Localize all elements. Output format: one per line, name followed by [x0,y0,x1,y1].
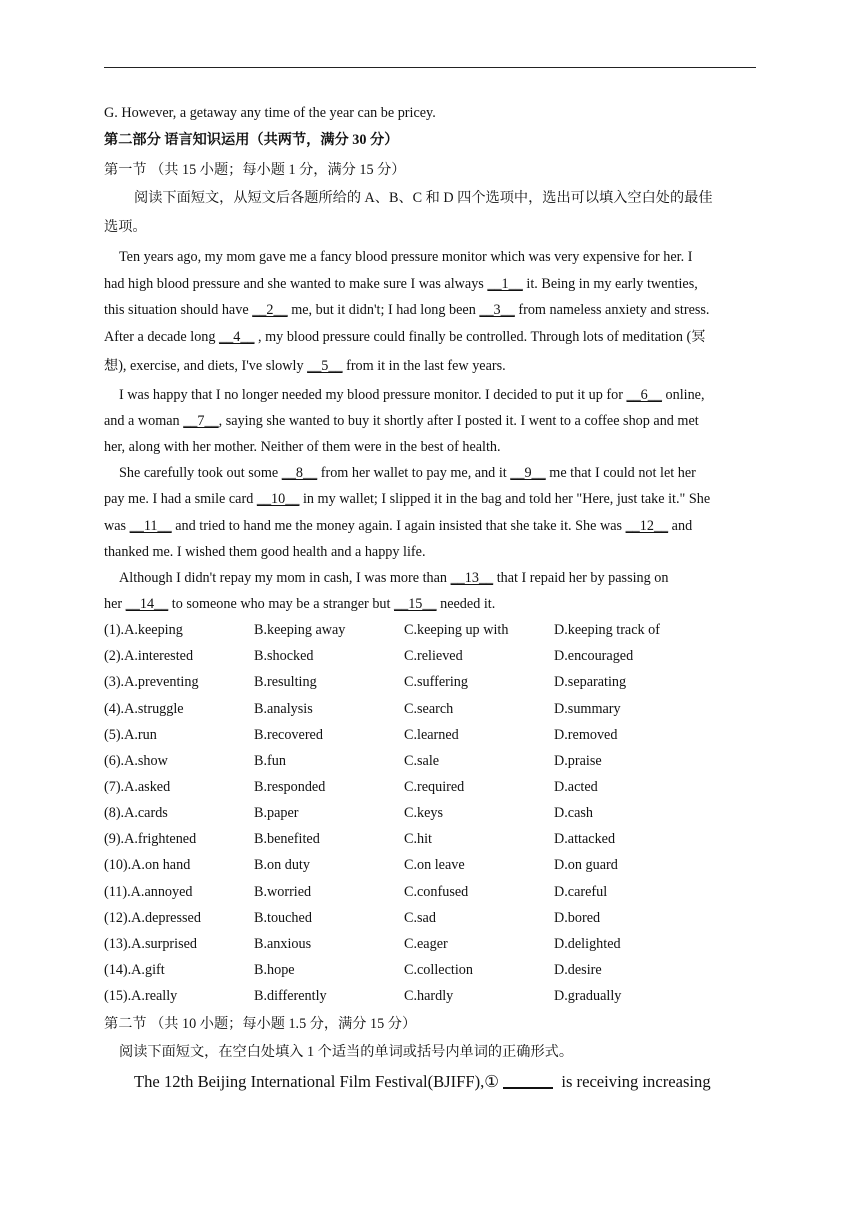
option-7-B: B.responded [254,778,326,795]
option-12-B: B.touched [254,909,312,926]
option-11-D: D.careful [554,883,608,900]
option-9-C: C.hit [404,831,432,848]
blank-15: __15__ [394,596,437,612]
option-4-B: B.analysis [254,700,313,717]
option-5-A: (5).A.run [104,726,157,743]
option-15-B: B.differently [254,988,327,1005]
blank-marker: ① [484,1072,500,1091]
top-option-text: G. However, a getaway any time of the year can be pricey. [104,105,436,121]
option-3-C: C.suffering [404,674,468,691]
passage-line: this situation should have __2__ me, but it didn't; I had long been __3__ from nameless anxiety and stress. [104,302,710,318]
option-8-B: B.paper [254,805,299,821]
section-one-instruction-cont: 选项。 [104,219,147,235]
option-14-A: (14).A.gift [104,962,165,978]
passage-line: had high blood pressure and she wanted to make sure I was always __1__ it. Being in my early twenties, [104,276,698,292]
section-two-passage-line: The 12th Beijing International Film Festival(BJIFF),① is receiving increasing [134,1072,711,1091]
option-2-D: D.encouraged [554,648,634,665]
option-11-A: (11).A.annoyed [104,883,193,900]
option-1-C: C.keeping up with [404,622,509,638]
option-5-B: B.recovered [254,726,323,743]
option-15-A: (15).A.really [104,988,178,1005]
blank-6: __6__ [626,387,662,403]
option-10-D: D.on guard [554,857,618,874]
passage-line: After a decade long __4__ , my blood pressure could finally be controlled. Through lots of meditation (冥 [104,329,706,345]
option-8-A: (8).A.cards [104,805,168,821]
option-10-C: C.on leave [404,857,465,874]
blank-10: __10__ [256,491,300,507]
option-12-D: D.bored [554,909,601,926]
blank-2: __2__ [252,302,288,318]
option-14-C: C.collection [404,962,473,978]
blank-7: __7__ [183,413,219,429]
option-7-C: C.required [404,778,465,795]
blank-11: __11__ [129,518,172,534]
answer-blank-1[interactable] [503,1073,553,1089]
passage-line: She carefully took out some __8__ from her wallet to pay me, and it __9__ me that I could not let her [119,465,696,481]
option-6-B: B.fun [254,752,286,769]
option-7-A: (7).A.asked [104,778,171,795]
passage-line: her, along with her mother. Neither of them were in the best of health. [104,439,501,455]
option-2-C: C.relieved [404,648,463,665]
blank-3: __3__ [479,302,515,318]
option-3-D: D.separating [554,674,627,691]
option-4-D: D.summary [554,700,621,717]
section-two-title: 第二节 （共 10 小题；每小题 1.5 分，满分 15 分） [104,1016,417,1032]
option-13-A: (13).A.surprised [104,935,197,952]
blank-5: __5__ [307,358,343,374]
section-one-title: 第一节 （共 15 小题；每小题 1 分，满分 15 分） [104,162,406,178]
option-9-A: (9).A.frightened [104,831,197,848]
option-14-D: D.desire [554,962,602,978]
option-12-C: C.sad [404,909,436,926]
option-11-C: C.confused [404,883,469,900]
option-2-A: (2).A.interested [104,648,194,665]
option-12-A: (12).A.depressed [104,909,201,926]
passage-line: I was happy that I no longer needed my blood pressure monitor. I decided to put it up for __6__ online, [119,387,705,403]
header-rule [104,67,756,68]
passage-line: Although I didn't repay my mom in cash, I was more than __13__ that I repaid her by passing on [119,570,669,586]
passage-line: and a woman __7__, saying she wanted to buy it shortly after I posted it. I went to a coffee shop and met [104,413,699,429]
option-11-B: B.worried [254,883,312,900]
option-8-D: D.cash [554,805,594,821]
passage-line: was __11__ and tried to hand me the money again. I again insisted that she take it. She was __12__ and [104,518,693,534]
option-1-B: B.keeping away [254,622,346,638]
blank-14: __14__ [125,596,169,612]
option-8-C: C.keys [404,805,444,821]
blank-13: __13__ [450,570,494,586]
blank-8: __8__ [281,465,318,481]
passage-line: thanked me. I wished them good health and a happy life. [104,544,426,560]
blank-1: __1__ [487,276,523,292]
option-3-B: B.resulting [254,674,317,691]
option-1-A: (1).A.keeping [104,622,183,638]
blank-9: __9__ [510,465,546,481]
part-two-title: 第二部分 语言知识运用（共两节，满分 30 分） [104,132,399,148]
option-4-C: C.search [404,700,454,717]
option-6-A: (6).A.show [104,752,168,769]
option-10-A: (10).A.on hand [104,857,191,874]
section-one-instruction: 阅读下面短文，从短文后各题所给的 A、B、C 和 D 四个选项中，选出可以填入空白处的最佳 [134,190,713,206]
section-two-instruction: 阅读下面短文，在空白处填入 1 个适当的单词或括号内单词的正确形式。 [119,1044,574,1060]
option-2-B: B.shocked [254,648,314,665]
blank-12: __12__ [625,518,669,534]
option-13-C: C.eager [404,935,448,952]
passage-line: her __14__ to someone who may be a stranger but __15__ needed it. [104,596,496,612]
option-5-C: C.learned [404,726,459,743]
option-10-B: B.on duty [254,857,310,874]
blank-4: __4__ [219,329,255,345]
option-4-A: (4).A.struggle [104,700,184,717]
option-13-D: D.delighted [554,935,621,952]
option-9-D: D.attacked [554,831,616,848]
option-1-D: D.keeping track of [554,622,660,638]
option-15-C: C.hardly [404,988,454,1005]
option-5-D: D.removed [554,726,618,743]
option-7-D: D.acted [554,778,598,795]
option-6-D: D.praise [554,752,602,769]
option-3-A: (3).A.preventing [104,674,199,691]
passage-line: Ten years ago, my mom gave me a fancy blood pressure monitor which was very expensive for her. I [119,249,693,265]
passage-line: 想), exercise, and diets, I've slowly __5__ from it in the last few years. [104,358,506,374]
option-6-C: C.sale [404,752,440,769]
option-15-D: D.gradually [554,988,622,1005]
option-13-B: B.anxious [254,935,312,952]
passage-line: pay me. I had a smile card __10__ in my wallet; I slipped it in the bag and told her "Here, just take it." She [104,491,711,507]
option-14-B: B.hope [254,962,295,978]
option-9-B: B.benefited [254,831,320,848]
